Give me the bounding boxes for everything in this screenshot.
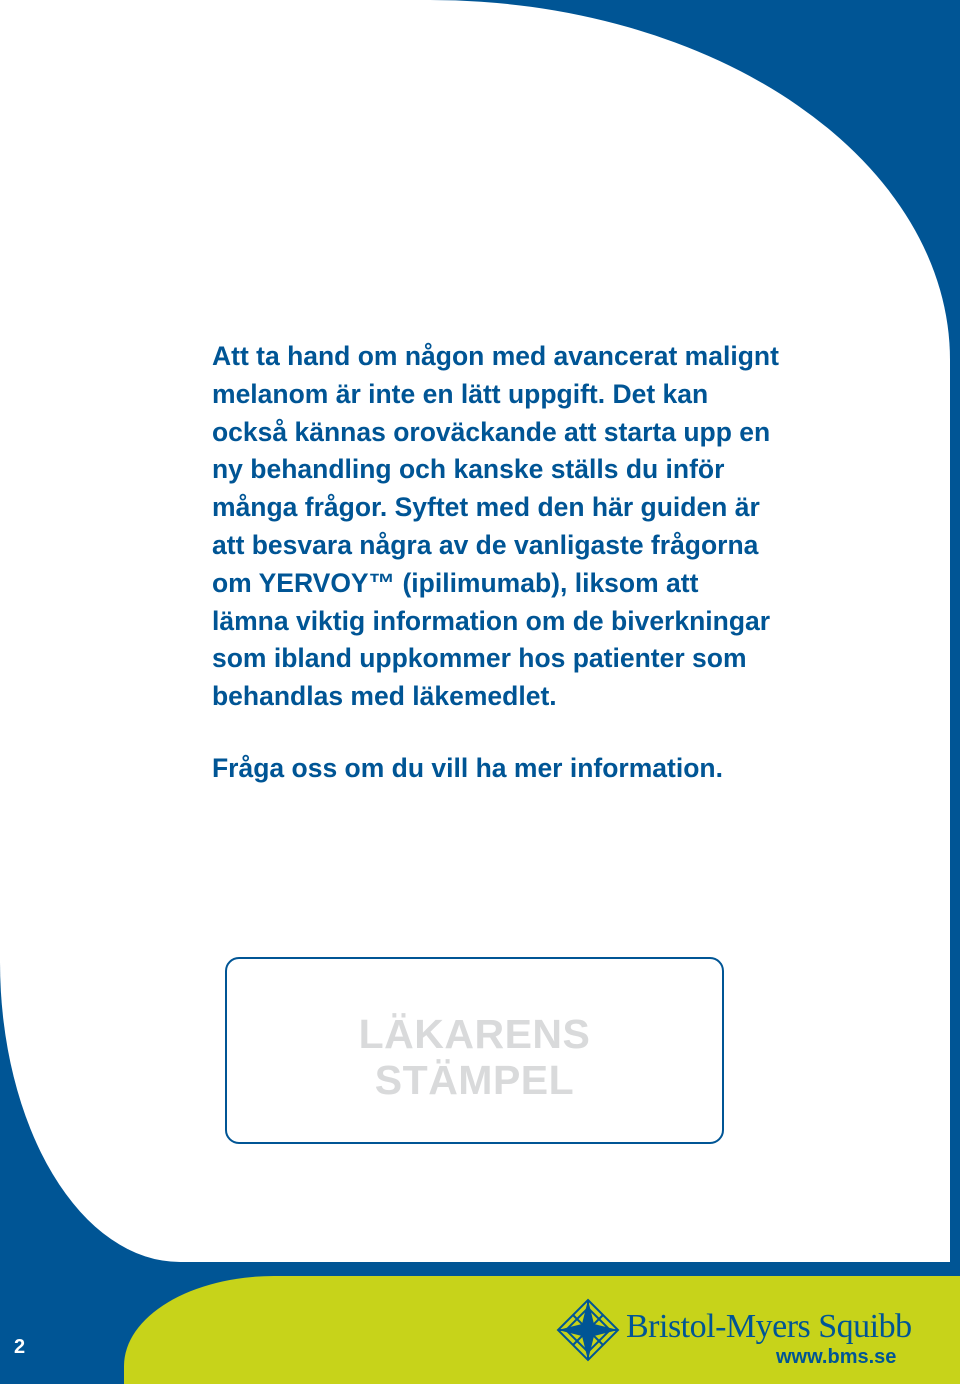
intro-paragraph (212, 338, 872, 716)
intro-line: också kännas oroväckande att starta upp en (212, 416, 771, 447)
doctor-stamp-box (225, 957, 724, 1144)
intro-line: lämna viktig information om de biverkningar (212, 605, 771, 636)
brand-url[interactable]: www.bms.se (776, 1346, 897, 1368)
contact-prompt: Fråga oss om du vill ha mer information. (212, 753, 723, 783)
stamp-label-line1: LÄKARENS (358, 1011, 591, 1057)
intro-line: många frågor. Syftet med den här guiden är (212, 492, 760, 523)
brand-name: Bristol-Myers Squibb (626, 1308, 912, 1345)
intro-line: ny behandling och kanske ställs du inför (212, 454, 725, 485)
intro-line: som ibland uppkommer hos patienter som (212, 643, 747, 674)
intro-line: melanom är inte en lätt uppgift. Det kan (212, 378, 709, 409)
intro-line: Att ta hand om någon med avancerat malignt (212, 341, 779, 371)
intro-line: att besvara några av de vanligaste frågorna (212, 529, 759, 560)
bms-star-logo-icon (556, 1298, 620, 1362)
stamp-label-line2: STÄMPEL (374, 1057, 575, 1103)
intro-line: om YERVOY™ (ipilimumab), liksom att (212, 567, 699, 598)
intro-line: behandlas med läkemedlet. (212, 681, 557, 712)
page-number: 2 (14, 1336, 26, 1358)
